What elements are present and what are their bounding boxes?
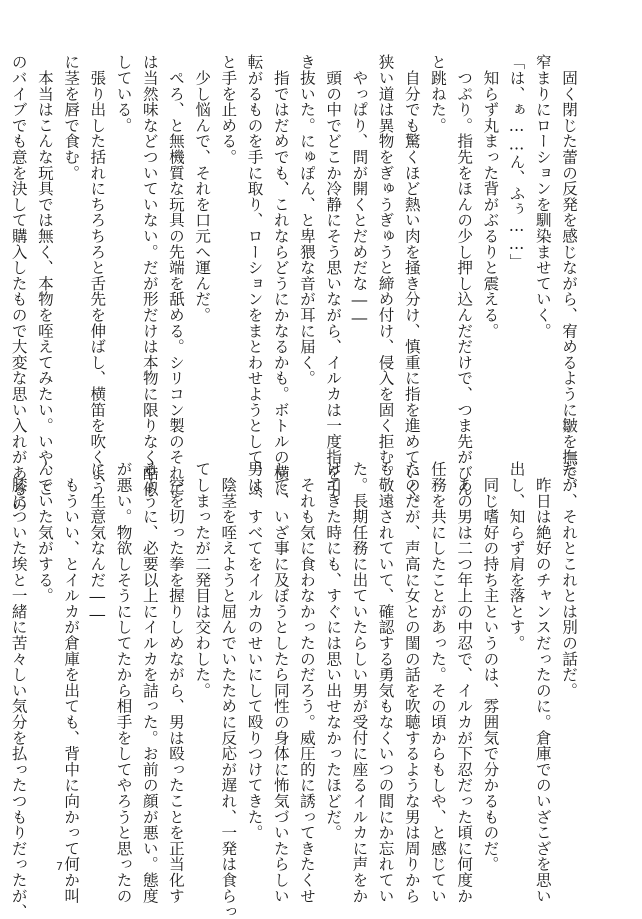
text-line: けてきた時にも、すぐには思い出せなかったほどだ。	[324, 461, 343, 841]
text-line: つぷり。指先をほんの少し押し込んだだけで、つま先がびん	[455, 54, 474, 497]
text-block-upper	[9, 54, 582, 513]
text-line: んでいた気がする。	[35, 461, 54, 604]
text-line: 男は、すべてをイルカのせいにして殴りつけてきた。	[245, 461, 264, 841]
text-line: もういい、とイルカが倉庫を出ても、背中に向かって何か叫	[62, 461, 81, 904]
text-line: に茎を唇で食む。	[62, 54, 81, 181]
text-line: 知らず丸まった背がぶるりと震える。	[481, 54, 500, 339]
text-line: と跳ねた。	[428, 54, 447, 133]
text-line: に、生意気なんだ――	[88, 461, 107, 624]
text-line: 昨日は絶好のチャンスだったのに。倉庫でのいざこざを思い	[533, 461, 552, 904]
text-line: 膝についた埃と一緒に苦々しい気分を払ったつもりだったが、	[9, 461, 28, 919]
text-line: 陰茎を咥えようと屈んでいたために反応が遅れ、一発は食らっ	[219, 461, 238, 919]
text-line: 空を切った拳を握りしめながら、男は殴ったことを正当化す	[166, 461, 185, 904]
text-line: 転がるものを手に取り、ローションをまとわせようとして、ふ	[245, 54, 264, 497]
text-line: している。	[114, 54, 133, 133]
text-line: たのだが、声高に女との閨の話を吹聴するような男は周りから	[402, 461, 421, 904]
text-line: 同じ嗜好の持ち主というのは、雰囲気で分かるものだ。	[481, 461, 500, 872]
text-line: も敬遠されていて、確認する勇気もなくいつの間にか忘れてい	[376, 461, 395, 904]
text-line: やっぱり、問が開くとだめだな――	[350, 54, 369, 328]
text-line: だが、それとこれとは別の話だ。	[560, 461, 578, 698]
text-line: して、いざ事に及ぼうとしたら同性の身体に怖気づいたらしい	[271, 461, 290, 904]
text-line: 本当はこんな玩具では無く、本物を咥えてみたい。いや、こ	[35, 54, 54, 497]
text-line: 固く閉じた蕾の反発を感じながら、宥めるように皺を撫で、	[560, 54, 578, 497]
text-line: 任務を共にしたことがあった。その頃からもしや、と感じてい	[428, 461, 447, 904]
text-line: ぺろ、と無機質な玩具の先端を舐める。シリコン製のそれに	[166, 54, 185, 497]
text-line: てしまったが二発目は交わした。	[193, 461, 212, 698]
text-line: のバイブでも意を決して購入したもので大変な思い入れがあるの	[9, 54, 28, 513]
text-block-lower	[9, 461, 582, 919]
text-line: あの男は二つ年上の中忍で、イルカが下忍だった頃に何度か	[455, 461, 474, 904]
text-line: き抜いた。にゅぽん、と卑猥な音が耳に届く。	[297, 54, 316, 386]
text-line: 指ではだめでも、これならどうにかなるかも。ボトルの横に	[271, 54, 290, 497]
page-number: 7	[56, 860, 63, 873]
text-line: と手を止める。	[219, 54, 238, 165]
text-line: は当然味などついていない。だが形だけは本物に限りなく酷似	[140, 54, 159, 497]
text-line: 窄まりにローションを馴染ませていく。	[533, 54, 552, 339]
text-line: それも気に食わなかったのだろう。威圧的に誘ってきたくせ	[297, 461, 316, 904]
text-line: 少し悩んで、それを口元へ運んだ。	[193, 54, 212, 323]
text-line: 狭い道は異物をぎゅうぎゅうと締め付け、侵入を固く拒む。	[376, 54, 395, 481]
text-line: 出し、知らず肩を落とす。	[507, 461, 526, 651]
text-line: 自分でも驚くほど熱い肉を掻き分け、慎重に指を進めていく。	[402, 54, 421, 513]
text-line: が悪い。物欲しそうにしてたから相手をしてやろうと思ったの	[114, 461, 133, 904]
text-line: 頭の中でどこか冷静にそう思いながら、イルカは一度指を引	[324, 54, 343, 497]
text-line: 張り出した括れにちろちろと舌先を伸ばし、横笛を吹くよう	[88, 54, 107, 497]
text-line: 「は、ぁ……ん、ふぅ……」	[507, 54, 526, 269]
text-line: るように、必要以上にイルカを詰った。お前の顔が悪い。態度	[140, 461, 159, 904]
text-line: た。長期任務に出ていたらしい男が受付に座るイルカに声をか	[350, 461, 369, 904]
